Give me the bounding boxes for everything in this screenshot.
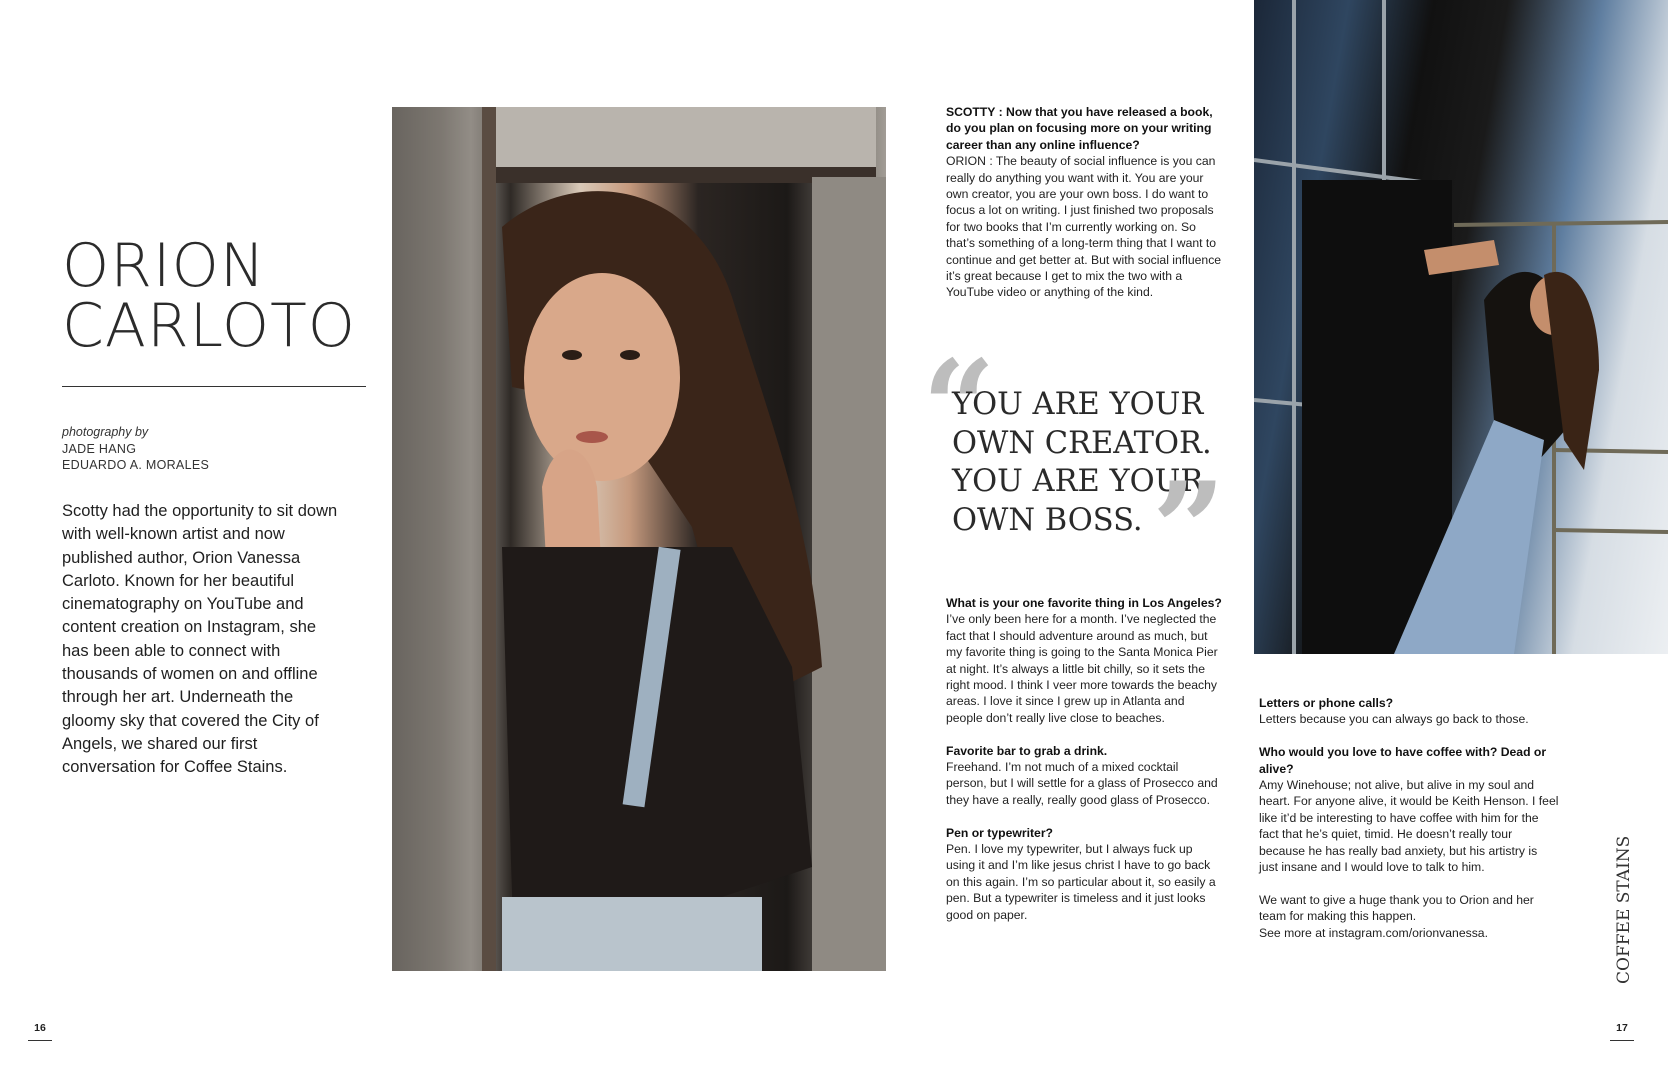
page-number-rule — [1610, 1040, 1634, 1041]
credit-name: EDUARDO A. MORALES — [62, 458, 210, 472]
window-photo-image — [1254, 0, 1668, 654]
qa-question: Letters or phone calls? — [1259, 696, 1394, 710]
qa-answer: ORION : The beauty of social influence is you can really do anything you want with it. You are your own creator, you are your own boss. I do want to focus a lot on writing. I just finished two proposals for two books that I’m currently working on. So that’s something of a long-term thing that I want to continue and get better at. But with social influence it’s great because I get to mix the two with a YouTube video or anything of the kind. — [946, 154, 1222, 300]
page-number-right — [1609, 1022, 1635, 1041]
photo-credits — [62, 424, 209, 474]
portrait-photo-image — [392, 107, 886, 971]
qa-question: Favorite bar to grab a drink. — [946, 743, 1108, 758]
intro-paragraph: Scotty had the opportunity to sit down with well-known artist and now published author, Orion Vanessa Carloto. Known for her beautiful cinematography on YouTube and content creation on Instagram, she has been able to connect with thousands of women on and offline through her art. Underneath the gloomy sky that covered the City of Angels, we shared our first conversation for Coffee Stains. — [62, 502, 338, 777]
interview-column-middle — [946, 595, 1222, 939]
qa-question: Pen or typewriter? — [946, 825, 1054, 840]
article-title — [62, 231, 357, 361]
qa-block — [1259, 695, 1559, 728]
title-line-last: CARLOTO — [62, 291, 357, 361]
interview-column-top — [946, 104, 1222, 317]
qa-block — [946, 825, 1222, 923]
qa-answer: Letters because you can always go back to those. — [1259, 712, 1529, 727]
credits-lead: photography by — [62, 425, 149, 439]
title-divider — [62, 386, 366, 387]
qa-question: What is your one favorite thing in Los Angeles? — [946, 596, 1222, 610]
qa-block — [946, 104, 1222, 301]
qa-question: SCOTTY : Now that you have released a book, do you plan on focusing more on your writing career than any online influence? — [946, 105, 1213, 152]
qa-answer: Amy Winehouse; not alive, but alive in my soul and heart. For anyone alive, it would be Keith Henson. I feel like it’d be interesting to have coffee with him for the fact that he’s quiet, timid. He doesn’t really tour because he has really bad anxiety, but his artistry is just insane and I would love to talk to him. — [1259, 778, 1559, 875]
title-line-first: ORION — [62, 231, 266, 301]
qa-question: Who would you love to have coffee with? Dead or alive? — [1259, 745, 1547, 776]
interview-column-right — [1259, 695, 1559, 957]
brand-mark: COFFEE STAINS — [1614, 835, 1634, 984]
qa-answer: Freehand. I’m not much of a mixed cocktail person, but I will settle for a glass of Prosecco and they have a really, really good glass of Prosecco. — [946, 760, 1218, 807]
page-number-left — [27, 1022, 53, 1041]
qa-block — [1259, 744, 1559, 875]
window-photo — [1254, 0, 1668, 654]
qa-block — [946, 595, 1222, 726]
closing-link: See more at instagram.com/orionvanessa. — [1259, 925, 1488, 940]
open-quote-icon: “ — [922, 333, 996, 483]
qa-answer: Pen. I love my typewriter, but I always fuck up using it and I’m like jesus christ I have to go back on this again. I’m so particular about it, so easily a pen. But a typewriter is timeless and it just looks good on paper. — [946, 842, 1216, 922]
closing-thanks: We want to give a huge thank you to Orion and her team for making this happen. — [1259, 892, 1534, 924]
close-quote-icon: ” — [1152, 455, 1226, 605]
page-number-rule — [28, 1040, 52, 1041]
qa-block — [946, 743, 1222, 809]
page-number-text: 17 — [1616, 1022, 1628, 1034]
page-number-text: 16 — [34, 1022, 46, 1034]
credit-name: JADE HANG — [62, 441, 137, 456]
pull-quote-text: YOU ARE YOUR OWN CREATOR. YOU ARE YOUR OWN BOSS. — [952, 387, 1212, 538]
closing-note — [1259, 892, 1559, 941]
portrait-photo — [392, 107, 886, 971]
qa-answer: I’ve only been here for a month. I’ve neglected the fact that I should adventure around as much, but my favorite thing is going to the Santa Monica Pier at night. It’s always a little bit chilly, so it sets the right mood. I think I veer more towards the beachy areas. I love it since I grew up in Atlanta and people don’t really live close to beaches. — [946, 612, 1218, 725]
